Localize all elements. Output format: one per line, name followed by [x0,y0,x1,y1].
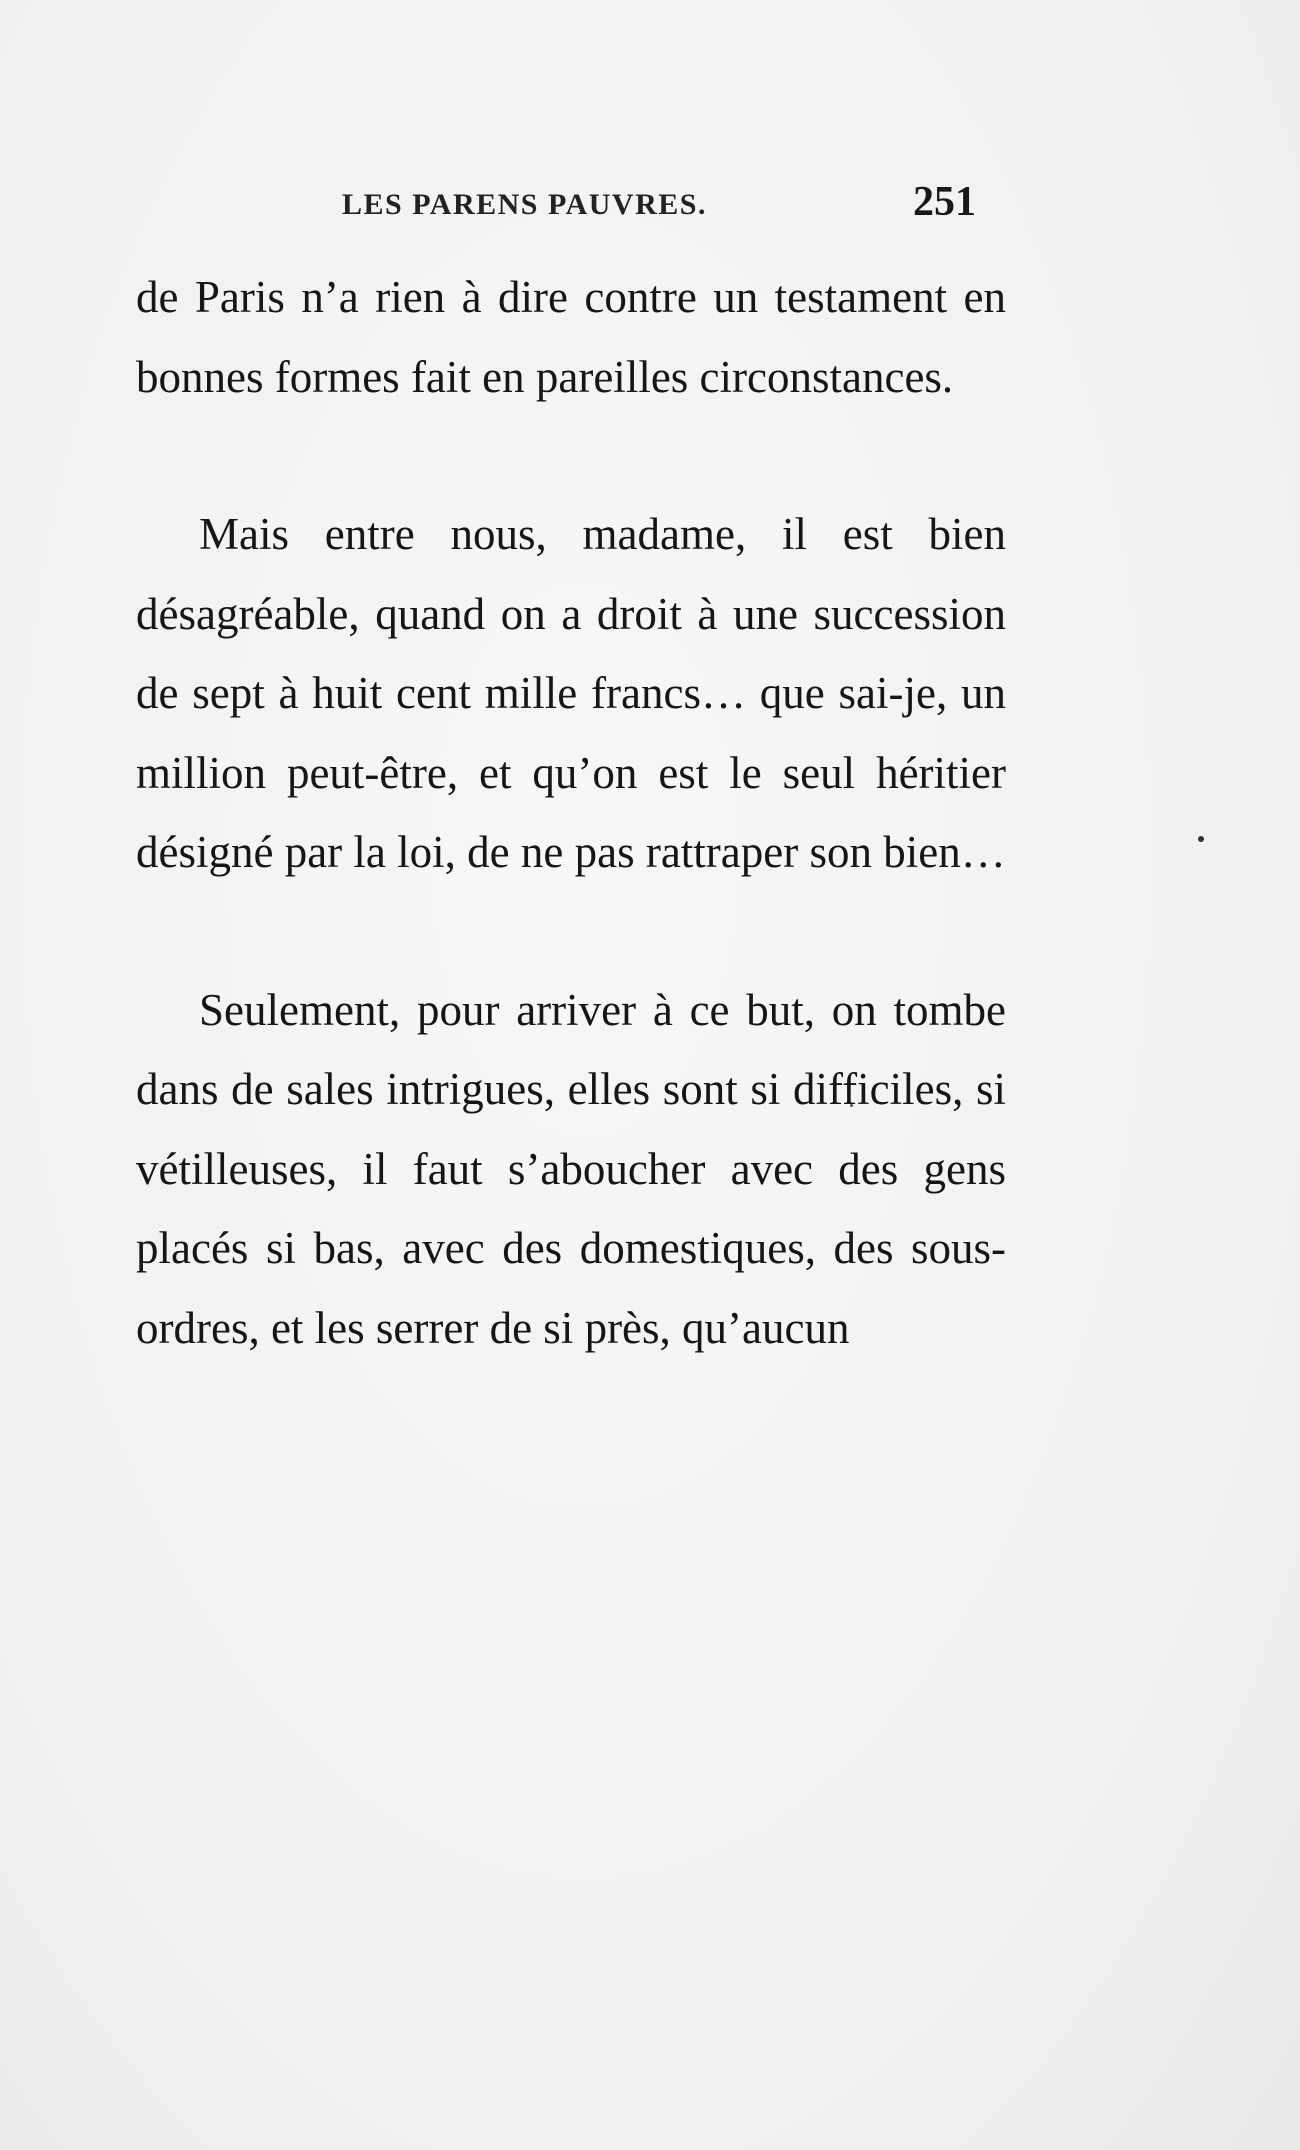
paragraph-spacing [136,893,1006,971]
paragraph: Mais entre nous, madame, il est bien désagréable, quand on a droit à une succession de sept à huit cent mille francs… que sai-je, un million peut-être, et qu’on est le seul héritier désigné par la loi, de ne pas rattraper son bien… [136,509,1006,877]
body-text [136,258,1006,1368]
paragraph: de Paris n’a rien à dire contre un testament en bonnes formes fait en pareilles circonstances. [136,272,1006,402]
page-header [136,178,976,238]
paragraph-spacing [136,417,1006,495]
running-title: LES PARENS PAUVRES. [342,188,707,221]
paragraph: Seulement, pour arriver à ce but, on tombe dans de sales intrigues, elles sont si difficiles, si vétilleuses, il faut s’aboucher avec des gens placés si bas, avec des domestiques, des sous-ordres, et les serrer de si près, qu’aucun [136,984,1006,1353]
ink-speck [1198,836,1204,842]
page-number: 251 [913,179,976,225]
